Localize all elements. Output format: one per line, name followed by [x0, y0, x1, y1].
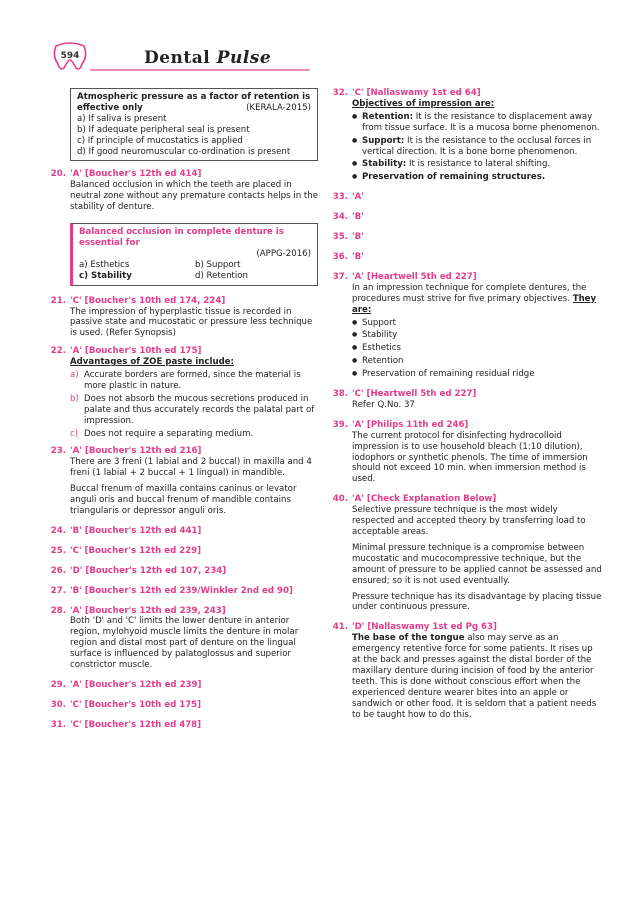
answer-41: 41. 'D' [Nallaswamy 1st ed Pg 63] The base of the tongue also may serve as an emergency retentive force for some patients. It rises up at the back and presses against the distal border of the maxillary denture during incision of food by the anterior teeth. This is done without conscious effort when the experienced denture wearer bites into an apple or sandwich or other food. It is seldom that a patient needs to be taught how to do this. — [332, 622, 597, 720]
answer-20: 20. 'A' [Boucher's 12th ed 414] Balanced occlusion in which the teeth are placed in neutral zone without any premature contacts helps in the stability of denture. — [50, 169, 318, 213]
question-box-2: Balanced occlusion in complete denture is essential for (APPG-2016) a) Esthetics b) Support c) Stability d) Retention — [70, 223, 318, 286]
answer-24: 24. 'B' [Boucher's 12th ed 441] — [50, 525, 202, 536]
answer-30: 30. 'C' [Boucher's 10th ed 175] — [50, 699, 202, 710]
page-header — [52, 42, 332, 72]
answer-28: 28. 'A' [Boucher's 12th ed 239, 243] Both 'D' and 'C' limits the lower denture in anterior region, mylohyoid muscle limits the denture in molar region and distal most part of denture on the lingual surface is influenced by palatoglossus and superior constrictor muscle. — [50, 605, 299, 671]
answer-26: 26. 'D' [Boucher's 12th ed 107, 234] — [50, 565, 227, 576]
header-rule — [90, 69, 310, 71]
answer-36: 36. 'B' — [332, 251, 364, 262]
answer-27: 27. 'B' [Boucher's 12th ed 239/Winkler 2nd ed 90] — [50, 585, 293, 596]
brand-title: Dental Pulse — [144, 48, 272, 68]
answer-37: 37. 'A' [Heartwell 5th ed 227] In an impression technique for complete dentures, the procedures must strive for five primary objectives. They are: ● Support ● Stability ● Esthetics ● Retention ● Preservation of remaining residual ridge — [352, 272, 602, 380]
answer-23: 23. 'A' [Boucher's 12th ed 216] There are 3 freni (1 labial and 2 buccal) in maxilla and 4 freni (1 labial + 2 buccal + 1 lingual) in mandible. Buccal frenum of maxilla contains caninus or levator anguli oris and buccal frenum of mandible contains triangularis or depressor anguli oris. — [50, 446, 312, 516]
answer-33: 33. 'A' — [332, 192, 364, 203]
answer-32: 32. 'C' [Nallaswamy 1st ed 64] Objectives of impression are: ● Retention: It is the resistance to displacement away from tissue surface. It is a mucosa borne phenomenon. ● Support: It is the resistance to the occlusal forces in vertical direction. It is a bone borne phenomenon. ● Stability: It is resistance to lateral shifting. ● Preservation of remaining structures. — [352, 88, 602, 183]
answer-29: 29. 'A' [Boucher's 12th ed 239] — [50, 679, 202, 690]
question-box-1: Atmospheric pressure as a factor of retention is effective only (KERALA-2015) a) If saliva is present b) If adequate peripheral seal is present c) If principle of mucostatics is applied d) If good neuromuscular co-ordination is present — [70, 88, 318, 161]
left-column — [50, 88, 318, 738]
page-number: 594 — [60, 51, 80, 61]
answer-34: 34. 'B' — [332, 212, 364, 223]
answer-31: 31. 'C' [Boucher's 12th ed 478] — [50, 719, 202, 730]
answer-21: 21. 'C' [Boucher's 10th ed 174, 224] The impression of hyperplastic tissue is recorded in passive state and mucostatic or pressure less technique is used. (Refer Synopsis) — [50, 295, 313, 339]
answer-40: 40. 'A' [Check Explanation Below] Selective pressure technique is the most widely respected and accepted theory by transferring load to acceptable areas. Minimal pressure technique is a compromise between mucostatic and mucocompressive technique, but the amount of pressure to be applied cannot be assessed and ensured; so it is not used eventually. Pressure technique has its disadvantage by placing tissue under continuous pressure. — [332, 494, 602, 613]
answer-39: 39. 'A' [Philips 11th ed 246] The current protocol for disinfecting hydrocolloid impression is to use household bleach (1:10 dilution), iodophors or synthetic phenols. The time of immersion should not exceed 10 min. when immersion method is used. — [332, 419, 588, 485]
answer-35: 35. 'B' — [332, 232, 364, 243]
answer-22: 22. 'A' [Boucher's 10th ed 175] Advantages of ZOE paste include: a) Accurate borders are formed, since the material is more plastic in nature. b) Does not absorb the mucous secretions produced in palate and thus accurately records the palatal part of impression. c) Does not require a separating medium. — [50, 346, 315, 439]
right-column — [332, 88, 602, 728]
answer-38: 38. 'C' [Heartwell 5th ed 227] Refer Q.No. 37 — [332, 389, 477, 410]
answer-25: 25. 'C' [Boucher's 12th ed 229] — [50, 545, 202, 556]
